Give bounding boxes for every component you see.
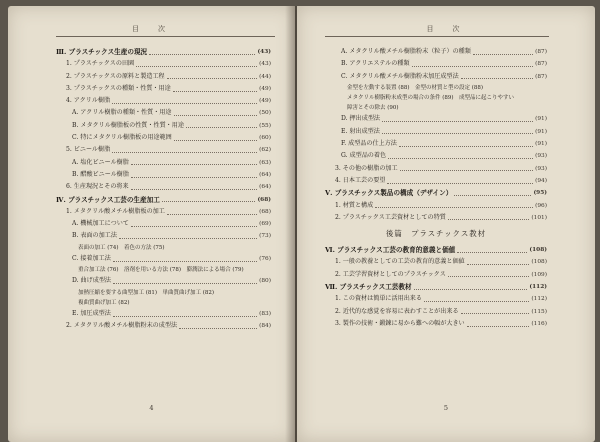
entry-page-number: (94): [535, 177, 547, 184]
toc-entry: [56, 107, 271, 119]
entry-title: E. 射出成型法: [341, 127, 380, 135]
entry-title: 6. 生産現況とその将来: [66, 183, 129, 191]
toc-chapter-entry: [325, 187, 547, 199]
toc-entry: [56, 288, 271, 298]
entry-page-number: (83): [259, 311, 271, 318]
toc-entry: [56, 206, 271, 218]
entry-page-number: (95): [533, 190, 547, 197]
leader-dots: [448, 275, 530, 277]
page-number: 4: [149, 404, 154, 412]
toc-entry: [56, 243, 271, 253]
leader-dots: [467, 325, 530, 327]
entry-title: 3. その他の樹脂の加工: [335, 164, 398, 172]
leader-dots: [467, 263, 530, 265]
entry-page-number: (87): [535, 49, 547, 55]
entry-title: A. 機械加工について: [72, 220, 129, 228]
entry-title: 1. この資材は簡単に活用出来る: [335, 295, 422, 303]
entry-page-number: (116): [531, 320, 547, 327]
entry-title: メタクリル樹脂粉末成型の場合の条件 (89) 成型品に起こりやすい: [347, 95, 515, 102]
entry-page-number: (91): [535, 128, 547, 135]
toc-entry: [56, 95, 271, 107]
entry-title: 2. プラスチックス工芸資材としての特質: [335, 213, 446, 221]
toc-entry: [325, 138, 547, 150]
leader-dots: [461, 77, 533, 79]
toc-entry: [325, 163, 547, 175]
leader-dots: [414, 288, 528, 290]
entry-title: 5. ビニール樹脂: [66, 146, 111, 154]
entry-page-number: (73): [259, 233, 271, 240]
toc-entry: [56, 320, 271, 332]
entry-title: C. 特にメタクリル樹脂板の用途範囲: [72, 134, 172, 142]
leader-dots: [457, 251, 527, 253]
leader-dots: [179, 327, 257, 329]
header-rule: [56, 36, 275, 37]
toc-entry: [325, 256, 547, 268]
entry-title: C. メタクリル酸メチル樹脂粉末加圧成型法: [341, 72, 459, 80]
entry-title: 表面の加工 (74) 着色の方法 (75): [78, 244, 165, 251]
entry-page-number: (96): [535, 202, 547, 209]
toc-entry: [56, 298, 271, 308]
leader-dots: [167, 213, 257, 215]
section-heading: 後篇 プラスチックス教材: [385, 229, 487, 239]
toc-entry: [56, 181, 271, 193]
leader-dots: [387, 182, 533, 184]
leader-dots: [174, 114, 258, 116]
leader-dots: [174, 139, 257, 141]
leader-dots: [113, 282, 257, 284]
toc-list: [56, 46, 271, 333]
toc-chapter-entry: [325, 244, 547, 256]
entry-page-number: (64): [259, 171, 271, 178]
entry-title: 1. 一般の教養としての工芸の教育的意義と価値: [335, 258, 465, 266]
leader-dots: [113, 260, 257, 262]
toc-entry: [325, 71, 547, 83]
toc-entry: [56, 157, 271, 169]
entry-title: D. 曲げ成型法: [72, 277, 112, 285]
entry-page-number: (93): [535, 153, 547, 160]
leader-dots: [461, 312, 530, 314]
entry-title: 4. アクリル樹脂: [66, 97, 111, 105]
entry-title: 4. 日本工芸の要望: [335, 176, 386, 184]
toc-entry: [325, 175, 547, 187]
entry-title: A. アクリル樹脂の種類・性質・用途: [72, 109, 172, 117]
running-head: 目 次: [426, 25, 466, 33]
toc-entry: [56, 169, 271, 181]
leader-dots: [382, 120, 533, 122]
entry-page-number: (49): [259, 98, 271, 105]
toc-entry: [56, 275, 271, 287]
toc-entry: [325, 58, 547, 70]
leader-dots: [382, 132, 533, 134]
leader-dots: [186, 126, 257, 128]
entry-page-number: (91): [535, 116, 547, 123]
entry-title: D. 押出成型法: [341, 115, 381, 123]
toc-entry: [325, 113, 547, 125]
entry-page-number: (64): [259, 184, 271, 191]
entry-title: Ⅳ. プラスチックス工芸の生産加工: [56, 195, 160, 204]
entry-page-number: (50): [259, 110, 271, 117]
toc-entry: [325, 318, 547, 330]
entry-title: 2. 工芸学習資材としてのプラスチックス: [335, 270, 446, 278]
entry-page-number: (69): [259, 221, 271, 228]
entry-page-number: (109): [531, 271, 547, 278]
toc-entry: [56, 144, 271, 156]
entry-title: 障害とその除去 (90): [347, 105, 399, 112]
toc-entry: [56, 230, 271, 242]
entry-title: B. アクリエステルの種類: [341, 60, 410, 68]
entry-title: 3. プラスチックスの種類・性質・用途: [66, 84, 171, 92]
toc-entry: [56, 71, 271, 83]
leader-dots: [131, 163, 257, 165]
entry-title: 重合加工法 (76) 溶剤を用いる方法 (78) 膨潤法による場合 (79): [78, 267, 244, 274]
entry-page-number: (93): [535, 165, 547, 172]
toc-chapter-entry: [56, 46, 271, 58]
leader-dots: [388, 157, 533, 159]
leader-dots: [131, 176, 257, 178]
entry-page-number: (80): [259, 278, 271, 285]
leader-dots: [400, 169, 533, 171]
entry-title: 1. 材質と構成: [335, 201, 374, 209]
leader-dots: [149, 53, 255, 55]
entry-page-number: (55): [259, 122, 271, 129]
entry-title: 金型を左動する装置 (88) 金型の材質と型の設定 (88): [347, 84, 484, 91]
entry-page-number: (101): [531, 214, 547, 221]
toc-entry: [325, 200, 547, 212]
leader-dots: [167, 77, 257, 79]
entry-page-number: (112): [529, 284, 547, 291]
toc-entry: [325, 269, 547, 281]
toc-entry: [56, 308, 271, 320]
entry-title: B. 表面の加工法: [72, 232, 117, 240]
leader-dots: [113, 315, 257, 317]
entry-page-number: (49): [259, 85, 271, 92]
leader-dots: [173, 90, 257, 92]
leader-dots: [112, 102, 257, 104]
toc-entry: [325, 150, 547, 162]
toc-chapter-entry: [325, 281, 547, 293]
entry-title: B. メタクリル樹脂板の性質・性質・用途: [72, 121, 184, 129]
leader-dots: [454, 194, 531, 196]
entry-title: Ⅶ. プラスチックス工芸教材: [325, 283, 412, 292]
right-page: [297, 6, 595, 442]
entry-page-number: (87): [535, 61, 547, 68]
toc-entry: [325, 83, 547, 93]
leader-dots: [375, 206, 533, 208]
entry-title: F. 成型品の仕上方法: [341, 140, 397, 148]
entry-page-number: (112): [531, 296, 547, 303]
entry-page-number: (62): [259, 147, 271, 154]
toc-entry: [56, 58, 271, 70]
entry-page-number: (60): [259, 135, 271, 142]
entry-title: G. 成型品の着色: [341, 152, 387, 160]
entry-title: B. 醋酸ビニール樹脂: [72, 170, 129, 178]
entry-title: 1. メタクリル酸メチル樹脂板の加工: [66, 207, 165, 215]
entry-title: 2. メタクリル酸メチル樹脂粉末の成型法: [66, 322, 178, 330]
leader-dots: [131, 188, 257, 190]
toc-entry: [325, 103, 547, 113]
toc-chapter-entry: [56, 194, 271, 206]
leader-dots: [136, 65, 257, 67]
entry-page-number: (87): [535, 73, 547, 80]
toc-entry: [56, 83, 271, 95]
left-page: [8, 6, 295, 442]
page-number: 5: [443, 404, 449, 412]
entry-title: C. 接着加工法: [72, 254, 111, 262]
entry-page-number: (84): [259, 323, 271, 330]
entry-title: Ⅴ. プラスチックス製品の構成（デザイン）: [325, 189, 453, 198]
leader-dots: [119, 237, 257, 239]
entry-title: 2. プラスチックスの原料と製造工程: [66, 72, 165, 80]
entry-title: 複曲質曲げ加工 (82): [78, 299, 130, 306]
toc-entry: [56, 253, 271, 265]
leader-dots: [473, 53, 533, 55]
entry-page-number: (44): [259, 73, 271, 80]
leader-dots: [412, 65, 534, 67]
toc-entry: [325, 46, 547, 58]
toc-entry: [325, 126, 547, 138]
toc-entry: [56, 132, 271, 144]
toc-entry: [56, 120, 271, 132]
toc-entry: [325, 212, 547, 224]
header-rule: [325, 36, 549, 37]
entry-page-number: (115): [531, 308, 547, 315]
entry-title: Ⅵ. プラスチックス工芸の教育的意義と価値: [325, 246, 456, 255]
entry-title: 1. プラスチックスの田園: [66, 60, 135, 68]
entry-page-number: (68): [257, 196, 271, 203]
leader-dots: [448, 218, 530, 220]
leader-dots: [424, 300, 529, 302]
entry-page-number: (43): [257, 49, 271, 55]
toc-entry: [325, 93, 547, 103]
entry-title: E. 加圧成型法: [72, 310, 111, 318]
leader-dots: [112, 151, 257, 153]
entry-title: Ⅲ. プラスチックス生産の現況: [56, 48, 148, 56]
entry-page-number: (91): [535, 141, 547, 148]
toc-entry: [325, 306, 547, 318]
entry-page-number: (63): [259, 159, 271, 166]
entry-page-number: (68): [259, 208, 271, 215]
entry-title: 2. 近代的な感覚を容易に表わすことが出来る: [335, 307, 459, 315]
entry-page-number: (108): [531, 259, 547, 266]
entry-title: 3. 製作の技術・鍛錬に易から難への幅が大きい: [335, 319, 465, 327]
entry-title: 加熱圧縮を要する曲型加工 (81) 単曲質曲げ加工 (82): [78, 289, 215, 296]
entry-title: A. 塩化ビニール樹脂: [72, 158, 129, 166]
leader-dots: [131, 225, 257, 227]
entry-page-number: (108): [529, 247, 547, 254]
toc-entry: [56, 218, 271, 230]
toc-entry: [56, 265, 271, 275]
entry-page-number: (76): [259, 255, 271, 262]
leader-dots: [399, 145, 533, 147]
entry-title: A. メタクリル酸メチル樹脂粉末（粒子）の種類: [341, 48, 471, 55]
leader-dots: [162, 200, 256, 202]
toc-entry: [325, 293, 547, 305]
toc-list: [325, 46, 547, 330]
running-head: 目 次: [132, 25, 171, 33]
entry-page-number: (43): [259, 61, 271, 68]
